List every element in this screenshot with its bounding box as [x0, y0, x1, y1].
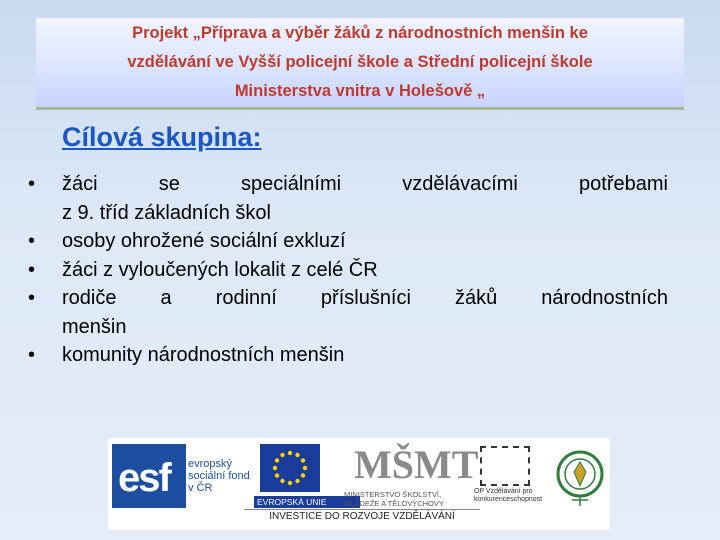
project-title-line-3: Ministerstva vnitra v Holešově „	[234, 82, 486, 100]
list-item	[28, 170, 668, 227]
op-logo-icon	[480, 446, 530, 486]
esf-caption: evropský sociální fond v ČR	[188, 458, 250, 494]
list-item-line: • žáci se speciálními vzdělávacími potřebami	[62, 173, 668, 195]
target-group-list	[28, 170, 668, 370]
section-title: Cílová skupina:	[62, 122, 262, 152]
project-title	[121, 19, 598, 106]
esf-logo	[112, 444, 186, 508]
eu-stars-icon	[260, 444, 320, 492]
project-title-line-1: Projekt „Příprava a výběr žáků z národnostních menšin ke	[132, 24, 588, 42]
list-item: • komunity národnostních menšin	[28, 341, 668, 370]
list-item-line: z 9. tříd základních škol	[62, 201, 271, 224]
list-item-line: menšin	[62, 315, 127, 338]
title-banner	[36, 18, 684, 110]
msmt-caption: MINISTERSTVO ŠKOLSTVÍ, MLÁDEŽE A TĚLOVÝCHOVY	[344, 490, 444, 508]
project-title-line-2: vzdělávání ve Vyšší policejní škole a Střední policejní škole	[127, 53, 593, 71]
op-caption: OP Vzdělávání pro konkurenceschopnost	[474, 488, 543, 503]
list-item	[28, 284, 668, 341]
msmt-logo: MŠMT	[354, 442, 479, 487]
slogan-bar: INVESTICE DO ROZVOJE VZDĚLÁVÁNÍ	[244, 509, 480, 524]
list-item: • žáci z vyloučených lokalit z celé ČR	[28, 256, 668, 285]
eu-flag-icon	[260, 444, 320, 492]
list-item-line: • rodiče a rodinní příslušníci žáků národnostních	[62, 287, 669, 309]
esf-logo-mark: esf	[118, 456, 170, 500]
funding-logos-strip	[108, 438, 610, 530]
eu-caption: EVROPSKÁ UNIE	[254, 496, 360, 508]
list-item: • osoby ohrožené sociální exkluzí	[28, 227, 668, 256]
school-seal-icon	[556, 444, 604, 516]
